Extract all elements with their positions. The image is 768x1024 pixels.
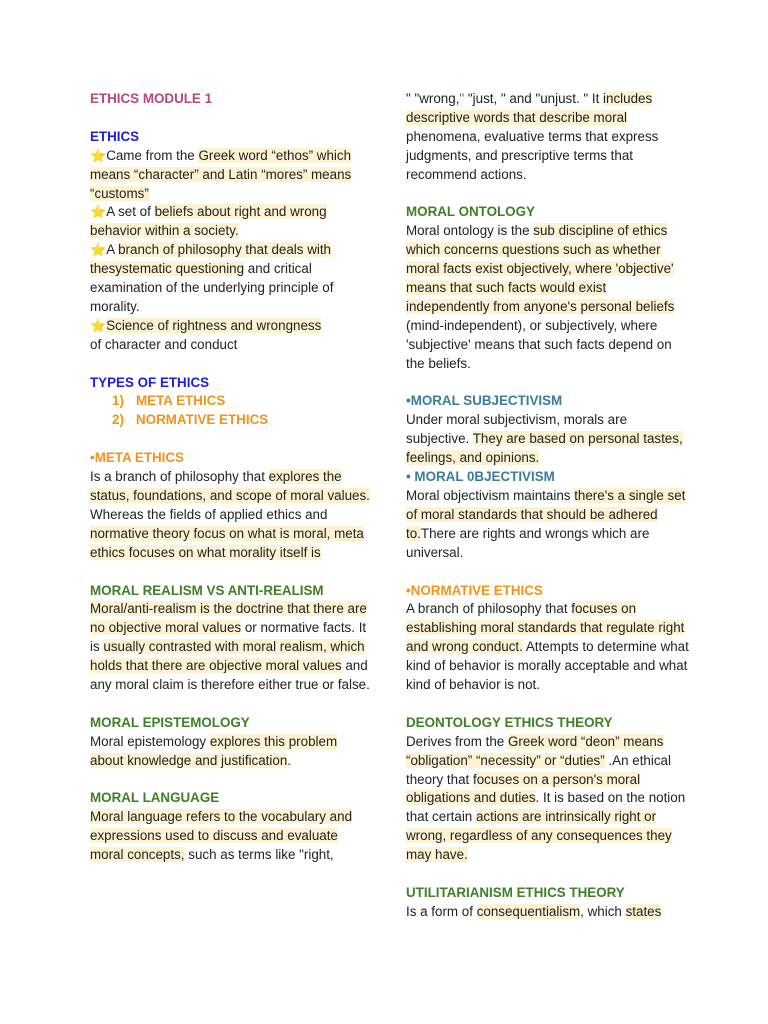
normative-heading: •NORMATIVE ETHICS [406,582,543,598]
epistemology-heading: MORAL EPISTEMOLOGY [90,714,250,730]
deontology-heading: DEONTOLOGY ETHICS THEORY [406,714,613,730]
meta-ethics-heading: •META ETHICS [90,450,184,466]
language-heading: MORAL LANGUAGE [90,790,220,806]
epistemology-text: Moral epistemology explores this problem about knowledge and justification. [90,733,338,768]
list-item: 1) META ETHICS [112,393,226,409]
utilitarianism-text: Is a form of consequentialism, which states [406,903,662,919]
normative-text: A branch of philosophy that focuses on establishing moral standards that regulate right and wrong conduct. Attempts to determine what kind of behavior is morally acceptable and what kind of behavior is not. [406,601,689,693]
objectivism-text: Moral objectivism maintains there's a single set of moral standards that should be adhered to.There are rights and wrongs which are universal. [406,488,686,560]
ontology-text: Moral ontology is the sub discipline of ethics which concerns questions such as whether moral facts exist objectively, where 'objective' means that such facts would exist independently from anyone's personal beliefs (mind-independent), or subjectively, where 'subjective' means that such facts depend on the beliefs. [406,223,675,371]
list-item: 2) NORMATIVE ETHICS [112,412,269,428]
left-column [90,90,372,865]
meta-ethics-text: Is a branch of philosophy that explores the status, foundations, and scope of moral values. Whereas the fields of applied ethics and normative theory focus on what is moral, meta ethics focuses on what morality itself is [90,469,370,560]
ethics-point-3: ⭐A branch of philosophy that deals with thesystematic questioning and critical examination of the underlying principle of morality. [90,242,334,314]
ontology-heading: MORAL ONTOLOGY [406,204,535,220]
types-list [90,392,372,430]
star-icon: ⭐ [90,242,107,258]
ethics-point-1: ⭐Came from the Greek word “ethos” which means “character” and Latin “mores” means “customs” [90,147,352,201]
deontology-text: Derives from the Greek word “deon” means “obligation” “necessity” or “duties” .An ethical theory that focuses on a person's moral obligations and duties. It is based on the notion that certain actions are intrinsically right or wrong, regardless of any consequences they may have. [406,733,686,863]
subjectivism-heading: •MORAL SUBJECTIVISM [406,393,563,409]
ethics-point-4: ⭐Science of rightness and wrongness of character and conduct [90,317,322,352]
module-title: ETHICS MODULE 1 [90,91,213,106]
language-continued-text: " "wrong," "just, " and "unjust. " It includes descriptive words that describe moral phenomena, evaluative terms that express judgments, and prescriptive terms that recommend actions. [406,91,659,182]
star-icon: ⭐ [90,204,107,220]
right-column [406,90,691,922]
subjectivism-text: Under moral subjectivism, morals are subjective. They are based on personal tastes, feelings, and opinions. [406,412,683,466]
star-icon: ⭐ [90,317,107,333]
utilitarianism-heading: UTILITARIANISM ETHICS THEORY [406,884,625,900]
realism-text: Moral/anti-realism is the doctrine that there are no objective moral values or normative facts. It is usually contrasted with moral realism, which holds that there are objective moral values and any moral claim is therefore either true or false. [90,601,370,693]
language-text: Moral language refers to the vocabulary and expressions used to discuss and evaluate moral concepts, such as terms like "right, [90,809,353,863]
ethics-heading: ETHICS [90,128,140,144]
ethics-point-2: ⭐A set of beliefs about right and wrong behavior within a society. [90,204,327,239]
types-heading: TYPES OF ETHICS [90,374,210,390]
objectivism-heading: • MORAL 0BJECTIVISM [406,469,555,485]
realism-heading: MORAL REALISM VS ANTI-REALISM [90,582,324,598]
star-icon: ⭐ [90,147,107,163]
